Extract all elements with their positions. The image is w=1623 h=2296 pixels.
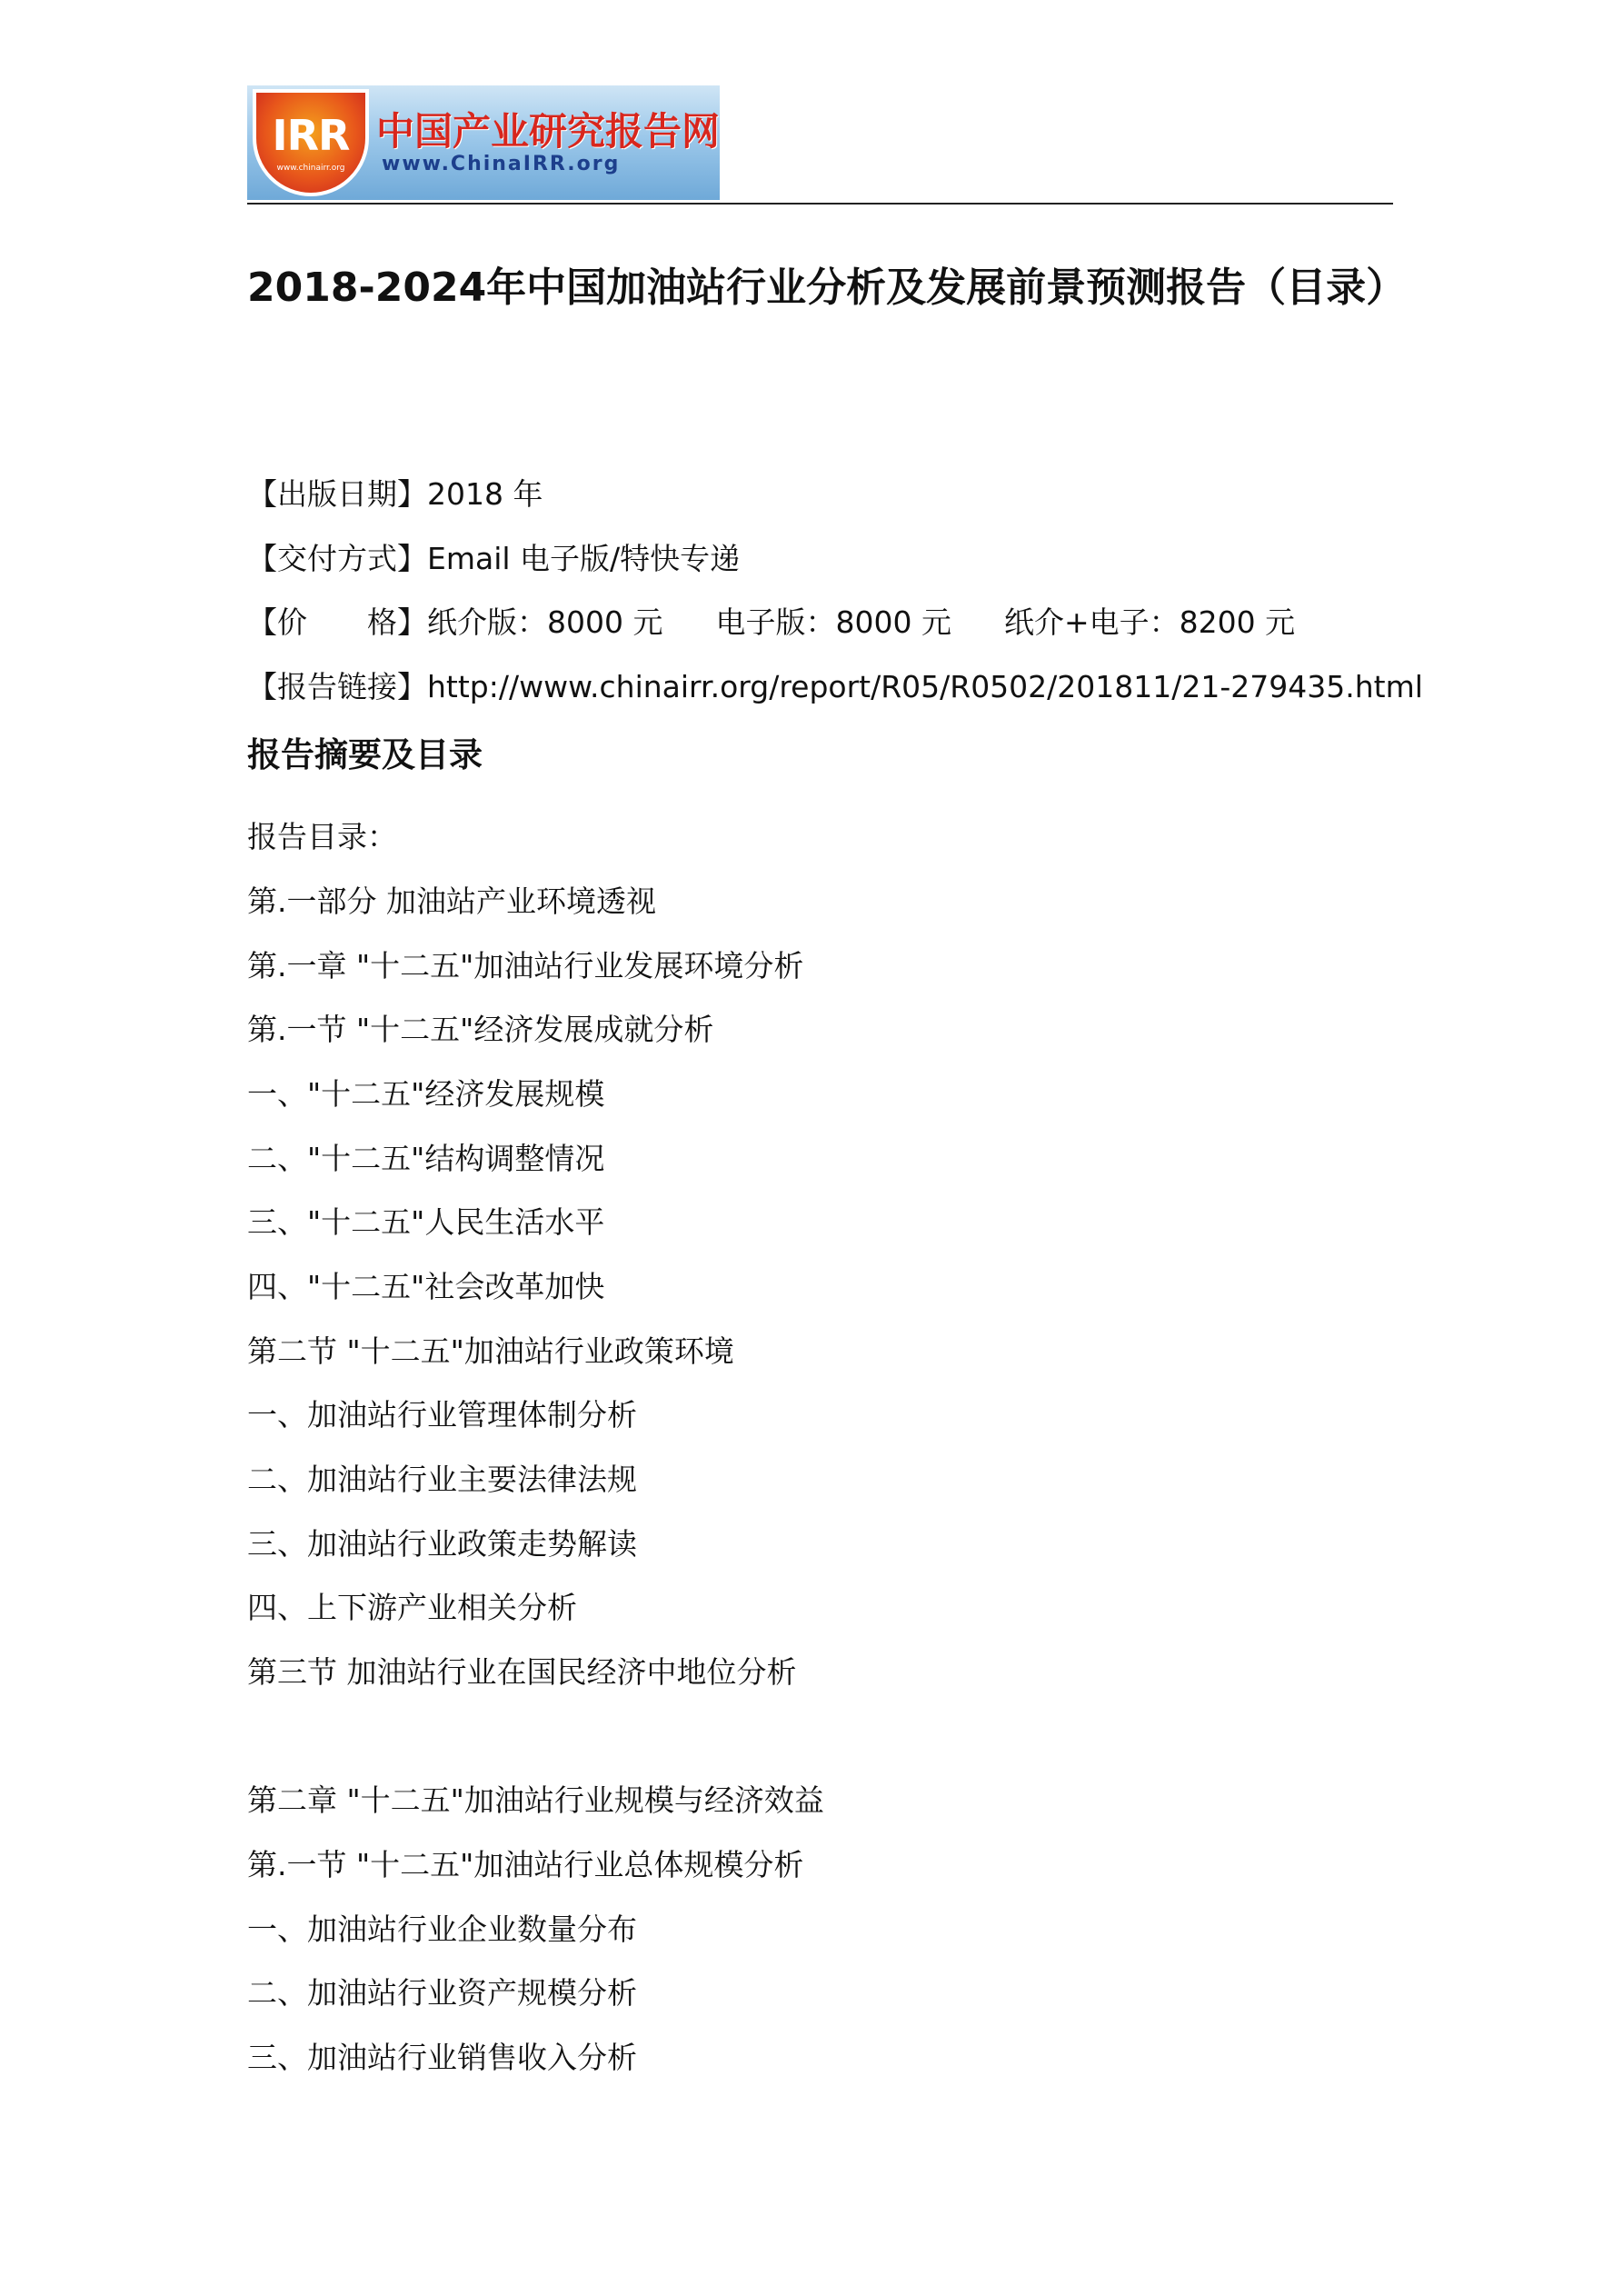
delivery-method: 【交付方式】Email 电子版/特快专递 — [247, 541, 741, 576]
toc-item: 二、加油站行业资产规模分析 — [247, 1975, 637, 2011]
toc-item: 报告目录： — [247, 819, 397, 854]
logo-badge — [253, 89, 369, 196]
toc-item: 一、"十二五"经济发展规模 — [247, 1076, 605, 1112]
toc-item: 第二章 "十二五"加油站行业规模与经济效益 — [247, 1782, 824, 1818]
site-logo — [247, 85, 720, 200]
toc-item: 三、加油站行业政策走势解读 — [247, 1526, 637, 1562]
logo-badge-text: IRR — [272, 111, 350, 160]
toc-item: 三、加油站行业销售收入分析 — [247, 2040, 637, 2075]
section-heading: 报告摘要及目录 — [247, 735, 483, 774]
logo-site-url: www.ChinaIRR.org — [382, 153, 621, 175]
price-paper: 纸介版：8000 元 — [427, 604, 663, 640]
toc-item: 第.一节 "十二五"经济发展成就分析 — [247, 1012, 714, 1047]
header-divider — [247, 203, 1393, 205]
toc-item: 四、"十二五"社会改革加快 — [247, 1269, 605, 1304]
price-label: 【价 格】 — [247, 604, 427, 640]
toc-item: 第.一章 "十二五"加油站行业发展环境分析 — [247, 948, 804, 983]
publish-date: 【出版日期】2018 年 — [247, 476, 543, 512]
toc-item: 二、加油站行业主要法律法规 — [247, 1462, 637, 1497]
price-electronic: 电子版：8000 元 — [715, 604, 951, 640]
toc-item: 二、"十二五"结构调整情况 — [247, 1141, 605, 1176]
price-both: 纸介+电子：8200 元 — [1003, 604, 1296, 640]
report-link[interactable]: 【报告链接】http://www.chinairr.org/report/R05/R0502/201811/21-279435.html — [247, 669, 1423, 704]
toc-item: 一、加油站行业管理体制分析 — [247, 1397, 637, 1433]
toc-item: 第二节 "十二五"加油站行业政策环境 — [247, 1333, 734, 1369]
toc-item: 第三节 加油站行业在国民经济中地位分析 — [247, 1654, 797, 1690]
price-line — [247, 603, 1295, 643]
logo-site-name: 中国产业研究报告网 — [376, 109, 720, 154]
report-title: 2018-2024年中国加油站行业分析及发展前景预测报告（目录） — [247, 265, 1407, 311]
toc-item: 一、加油站行业企业数量分布 — [247, 1912, 637, 1947]
toc-item: 三、"十二五"人民生活水平 — [247, 1204, 605, 1240]
toc-item: 第.一节 "十二五"加油站行业总体规模分析 — [247, 1847, 804, 1882]
toc-item: 第.一部分 加油站产业环境透视 — [247, 883, 656, 919]
logo-badge-sub: www.chinairr.org — [276, 164, 345, 173]
toc-item: 四、上下游产业相关分析 — [247, 1590, 577, 1625]
